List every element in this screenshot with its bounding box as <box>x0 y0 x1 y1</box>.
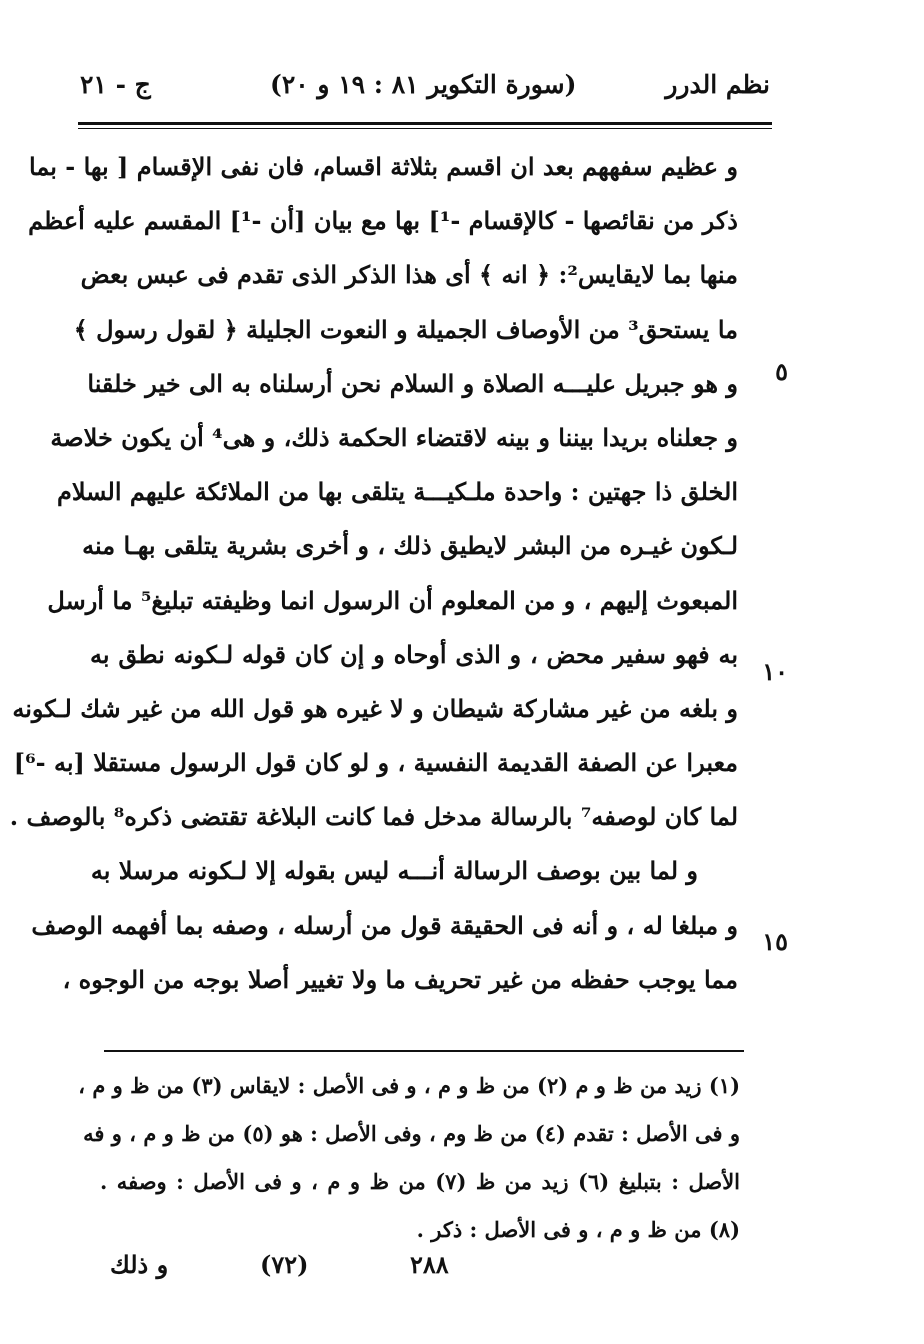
line-number-10: ١٠ <box>762 657 788 686</box>
book-title: نظم الدرر <box>665 70 770 99</box>
text-line: ذكر من نقائصها - كالإقسام -¹] بها مع بيان [أن -¹] المقسم عليه أعظم <box>28 206 738 236</box>
text-line: لما كان لوصفه⁷ بالرسالة مدخل فما كانت البلاغة تقتضى ذكره⁸ بالوصف . <box>9 802 738 832</box>
text-line: و بلغه من غير مشاركة شيطان و لا غيره هو قول الله من غير شك لـكونه <box>12 693 738 723</box>
text-line: الخلق ذا جهتين : واحدة ملـكيـــة يتلقى بها من الملائكة عليهم السلام <box>56 477 738 507</box>
catchword: و ذلك <box>110 1250 169 1279</box>
text-line: و عظيم سفههم بعد ان اقسم بثلاثة اقسام، فان نفى الإقسام [ بها - بما <box>29 152 738 181</box>
body-text <box>9 140 739 1007</box>
footnote-line: (٨) من ظ و م ، و فى الأصل : ذكر . <box>416 1217 740 1242</box>
footnote-line: و فى الأصل : تقدم (٤) من ظ وم ، وفى الأصل : هو (٥) من ظ و م ، و فه <box>83 1121 740 1146</box>
footnote-line: الأصل : بتبليغ (٦) زيد من ظ (٧) من ظ و م ، و فى الأصل : وصفه . <box>100 1169 741 1194</box>
header-rule-thin <box>78 128 772 129</box>
volume-number: ج - ٢١ <box>80 70 151 99</box>
text-line: و مبلغا له ، و أنه فى الحقيقة قول من أرسله ، وصفه بما أفهمه الوصف <box>31 910 738 940</box>
text-line: و لما بين بوصف الرسالة أنـــه ليس بقوله إلا لـكونه مرسلا به <box>90 856 698 886</box>
text-line: و جعلناه بريدا بيننا و بينه لاقتضاء الحكمة ذلك، و هى⁴ أن يكون خلاصة <box>50 422 738 452</box>
text-line: به فهو سفير محض ، و الذى أوحاه و إن كان قوله لـكونه نطق به <box>90 639 739 669</box>
footnotes <box>78 1062 741 1254</box>
footnote-line: (١) زيد من ظ و م (٢) من ظ و م ، و فى الأصل : لايقاس (٣) من ظ و م ، <box>78 1073 740 1098</box>
header-rule <box>78 122 772 125</box>
page-number: ٢٨٨ <box>410 1250 449 1279</box>
line-number-15: ١٥ <box>762 927 788 956</box>
text-line: منها بما لايقايس²: ﴿ انه ﴾ أى هذا الذكر الذى تقدم فى عبس بعض <box>80 260 738 290</box>
text-line: ما يستحق³ من الأوصاف الجميلة و النعوت الجليلة ﴿ لقول رسول ﴾ <box>73 314 738 344</box>
surah-reference: (سورة التكوير ٨١ : ١٩ و ٢٠) <box>270 70 577 99</box>
footnote-rule <box>104 1050 744 1052</box>
text-line: و هو جبريل عليـــه الصلاة و السلام نحن أرسلناه به الى خير خلقنا <box>87 368 738 398</box>
text-line: المبعوث إليهم ، و من المعلوم أن الرسول انما وظيفته تبليغ⁵ ما أرسل <box>47 585 738 615</box>
page-footer <box>110 1250 750 1290</box>
line-number-5: ٥ <box>775 357 788 386</box>
text-line: معبرا عن الصفة القديمة النفسية ، و لو كان قول الرسول مستقلا [به -⁶] <box>13 748 738 778</box>
text-line: لـكون غيـره من البشر لايطيق ذلك ، و أخرى بشرية يتلقى بهـا منه <box>82 531 738 561</box>
running-header <box>80 70 770 114</box>
text-line: مما يوجب حفظه من غير تحريف ما ولا تغيير أصلا بوجه من الوجوه ، <box>62 964 738 994</box>
sequence-number: (٧٢) <box>260 1250 309 1279</box>
